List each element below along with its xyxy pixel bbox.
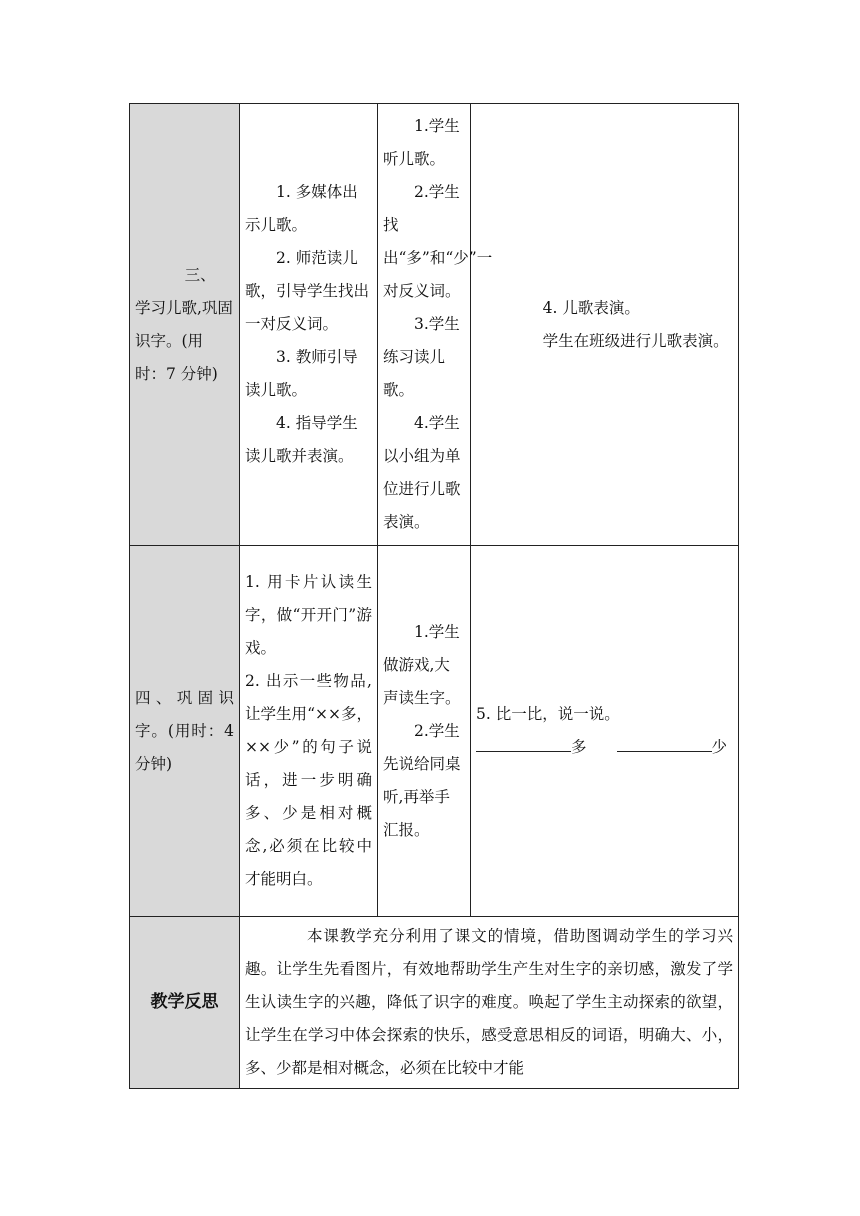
section-3-teacher-item: 1. 多媒体出示儿歌。 bbox=[245, 183, 358, 234]
word-shao: 少 bbox=[711, 738, 728, 756]
section-4-teacher-item: 1. 用卡片认读生字，做“开开门”游戏。 bbox=[245, 573, 372, 657]
section-4-title: 四、巩固识字。(用时：4 分钟) bbox=[135, 688, 234, 773]
reflection-label-cell bbox=[130, 917, 240, 1089]
section-3-exercise-title: 4. 儿歌表演。 bbox=[542, 298, 640, 317]
section-3-student-item: 1.学生听儿歌。 bbox=[383, 117, 460, 168]
section-4-student-item: 2.学生先说给同桌听,再举手汇报。 bbox=[383, 721, 461, 839]
section-4-row bbox=[130, 546, 739, 917]
section-3-student-item: 4.学生以小组为单位进行儿歌表演。 bbox=[383, 414, 461, 531]
section-3-student-item: 2.学生找出“多”和“少”一对反义词。 bbox=[383, 183, 493, 300]
section-3-row bbox=[130, 104, 739, 546]
section-3-teacher-item: 4. 指导学生读儿歌并表演。 bbox=[245, 414, 358, 465]
section-4-teacher-item: 2. 出示一些物品,让学生用“××多，××少”的句子说话，进一步明确多、少是相对概念,必须在比较中才能明白。 bbox=[245, 672, 372, 888]
section-4-student-cell bbox=[378, 546, 471, 917]
section-3-stage-cell bbox=[130, 104, 240, 546]
section-4-exercise-cell bbox=[471, 546, 739, 917]
fill-blank-2[interactable] bbox=[617, 739, 712, 752]
section-3-teacher-item: 3. 教师引导读儿歌。 bbox=[245, 348, 358, 399]
section-3-exercise-cell bbox=[471, 104, 739, 546]
section-3-title: 学习儿歌,巩固识字。(用时：7 分钟) bbox=[135, 298, 233, 383]
section-3-student-cell bbox=[378, 104, 493, 546]
reflection-text-cell bbox=[240, 917, 739, 1089]
section-4-student-item: 1.学生做游戏,大声读生字。 bbox=[383, 622, 461, 707]
fill-blank-1[interactable] bbox=[476, 739, 571, 752]
section-3-teacher-cell bbox=[240, 104, 378, 546]
reflection-text: 本课教学充分利用了课文的情境，借助图调动学生的学习兴趣。让学生先看图片，有效地帮助学生产生对生字的亲切感，激发了学生认读生字的兴趣，降低了识字的难度。唤起了学生主动探索的欲望，让学生在学习中体会探索的快乐，感受意思相反的词语，明确大、小，多、少都是相对概念，必须在比较中才能 bbox=[245, 927, 733, 1077]
reflection-row bbox=[130, 917, 739, 1089]
lesson-plan-table bbox=[129, 103, 739, 1089]
section-3-student-item: 3.学生练习读儿歌。 bbox=[383, 315, 460, 399]
reflection-label: 教学反思 bbox=[150, 992, 219, 1012]
section-3-number: 三、 bbox=[184, 265, 216, 284]
section-3-exercise-text: 学生在班级进行儿歌表演。 bbox=[542, 331, 729, 350]
section-4-exercise-title: 5. 比一比，说一说。 bbox=[476, 705, 620, 723]
section-3-teacher-item: 2. 师范读儿歌，引导学生找出一对反义词。 bbox=[245, 249, 370, 333]
section-4-teacher-cell bbox=[240, 546, 378, 917]
comparison-blanks bbox=[476, 731, 733, 764]
section-4-stage-cell bbox=[130, 546, 240, 917]
word-duo: 多 bbox=[571, 738, 587, 756]
